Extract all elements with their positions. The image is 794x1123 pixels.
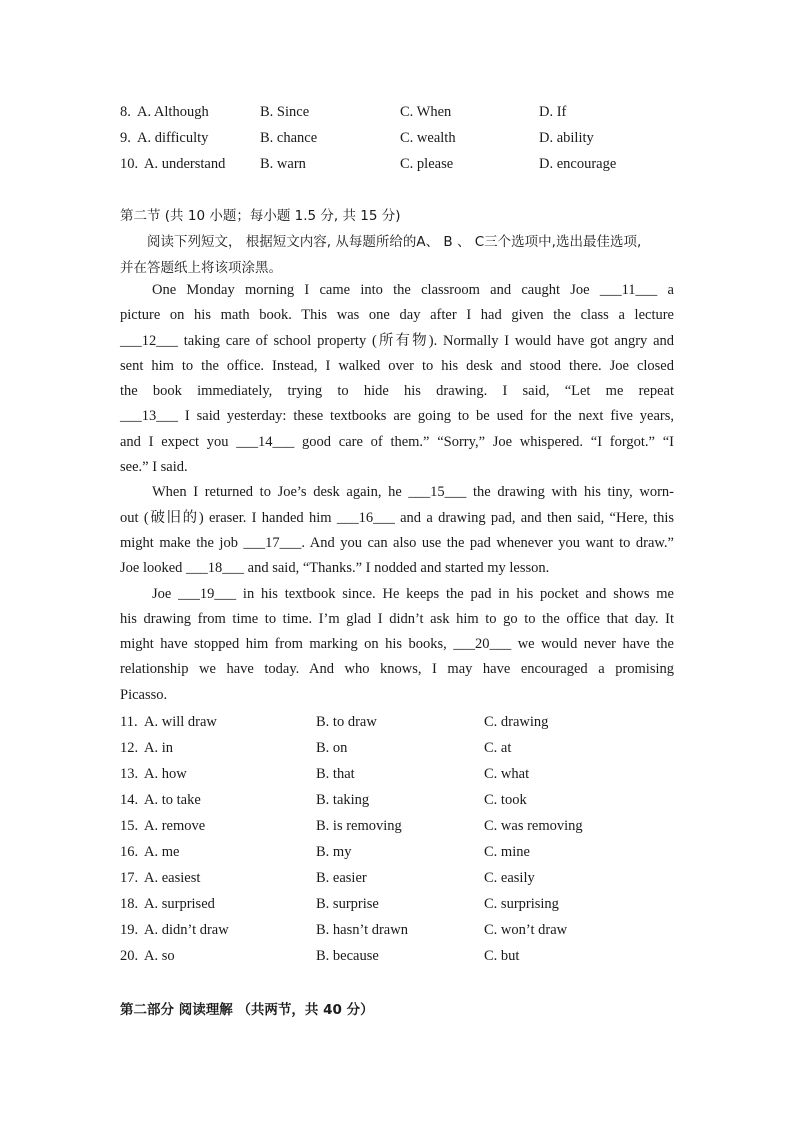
option-b: B. easier	[316, 870, 367, 886]
passage-line: relationship we have today. And who knows, I may have encouraged a promising	[120, 661, 674, 678]
passage-line: might have stopped him from marking on his books, ___20___ we would never have the	[120, 636, 674, 653]
option-b: B. hasn’t drawn	[316, 922, 408, 938]
option-a: A. surprised	[144, 896, 215, 912]
passage-line: Joe looked ___18___ and said, “Thanks.” I nodded and started my lesson.	[120, 560, 550, 577]
option-a: A. didn’t draw	[144, 922, 229, 938]
option-b: B. to draw	[316, 714, 377, 730]
passage-line: and I expect you ___14___ good care of them.” “Sorry,” Joe whispered. “I forgot.” “I	[120, 433, 674, 450]
option-b: B. Since	[260, 104, 310, 120]
part2-title: 第二部分 阅读理解 （共两节，共 40 分）	[120, 1002, 374, 1018]
option-c: C. at	[484, 740, 512, 756]
option-a: A. how	[144, 766, 187, 782]
section-instruction-line1: 阅读下列短文， 根据短文内容, 从每题所给的A、 B 、 C三个选项中,选出最佳选项,	[147, 234, 642, 250]
section-instruction-line2: 并在答题纸上将该项涂黑。	[120, 260, 282, 276]
option-b: B. taking	[316, 792, 370, 808]
option-c: C. won’t draw	[484, 922, 568, 938]
option-c: C. took	[484, 792, 527, 808]
option-c: C. was removing	[484, 818, 583, 834]
option-a: A. understand	[144, 156, 226, 172]
passage-line: Picasso.	[120, 686, 168, 703]
option-c: C. When	[400, 104, 452, 120]
option-a: A. to take	[144, 792, 201, 808]
question-number: 12.	[120, 740, 139, 756]
option-c: C. drawing	[484, 714, 549, 730]
option-a: A. will draw	[144, 714, 217, 730]
passage-line: ___13___ I said yesterday: these textbooks are going to be used for the next five years,	[120, 408, 674, 425]
option-a: A. me	[144, 844, 180, 860]
passage-line: picture on his math book. This was one day after I had given the class a lecture	[120, 307, 674, 324]
passage-line: his drawing from time to time. I’m glad I didn’t ask him to go to the office that day. It	[120, 610, 674, 627]
question-number: 14.	[120, 792, 139, 808]
question-number: 19.	[120, 922, 139, 938]
option-c: C. mine	[484, 844, 530, 860]
option-c: C. what	[484, 766, 530, 782]
passage-line: see.” I said.	[120, 459, 188, 476]
option-c: C. please	[400, 156, 454, 172]
question-number: 9.	[120, 130, 131, 146]
option-a: A. remove	[144, 818, 206, 834]
question-number: 15.	[120, 818, 139, 834]
option-a: A. Although	[137, 104, 209, 120]
option-a: A. in	[144, 740, 173, 756]
cloze-passage	[120, 278, 674, 708]
option-c: C. surprising	[484, 896, 559, 912]
question-number: 11.	[120, 714, 138, 730]
option-b: B. chance	[260, 130, 318, 146]
option-b: B. because	[316, 948, 379, 964]
option-d: D. ability	[539, 130, 594, 146]
passage-line: When I returned to Joe’s desk again, he ___15___ the drawing with his tiny, worn-	[152, 484, 674, 501]
option-b: B. surprise	[316, 896, 379, 912]
question-number: 20.	[120, 948, 139, 964]
passage-line: out (破旧的) eraser. I handed him ___16___ and a drawing pad, and then said, “Here, this	[120, 509, 674, 526]
option-b: B. is removing	[316, 818, 402, 834]
option-c: C. but	[484, 948, 520, 964]
passage-line: sent him to the office. Instead, I walked over to his desk and stood there. Joe closed	[120, 357, 674, 374]
option-b: B. that	[316, 766, 355, 782]
option-c: C. easily	[484, 870, 535, 886]
question-number: 13.	[120, 766, 139, 782]
question-number: 18.	[120, 896, 139, 912]
passage-line: Joe ___19___ in his textbook since. He keeps the pad in his pocket and shows me	[152, 585, 674, 602]
section-title: 第二节 (共 10 小题；每小题 1.5 分, 共 15 分)	[120, 208, 401, 224]
option-a: A. difficulty	[137, 130, 209, 146]
option-b: B. my	[316, 844, 352, 860]
passage-line: One Monday morning I came into the classroom and caught Joe ___11___ a	[152, 282, 674, 298]
passage-line: might make the job ___17___. And you can also use the pad whenever you want to draw.”	[120, 534, 674, 551]
question-number: 17.	[120, 870, 139, 886]
option-b: B. warn	[260, 156, 306, 172]
option-d: D. encourage	[539, 156, 617, 172]
question-number: 16.	[120, 844, 139, 860]
option-c: C. wealth	[400, 130, 456, 146]
passage-line: the book immediately, trying to hide his drawing. I said, “Let me repeat	[120, 383, 674, 400]
option-a: A. so	[144, 948, 175, 964]
option-a: A. easiest	[144, 870, 201, 886]
option-b: B. on	[316, 740, 348, 756]
question-number: 8.	[120, 104, 131, 120]
question-number: 10.	[120, 156, 139, 172]
passage-line: ___12___ taking care of school property (所有物). Normally I would have got angry and	[120, 332, 674, 349]
option-d: D. If	[539, 104, 567, 120]
